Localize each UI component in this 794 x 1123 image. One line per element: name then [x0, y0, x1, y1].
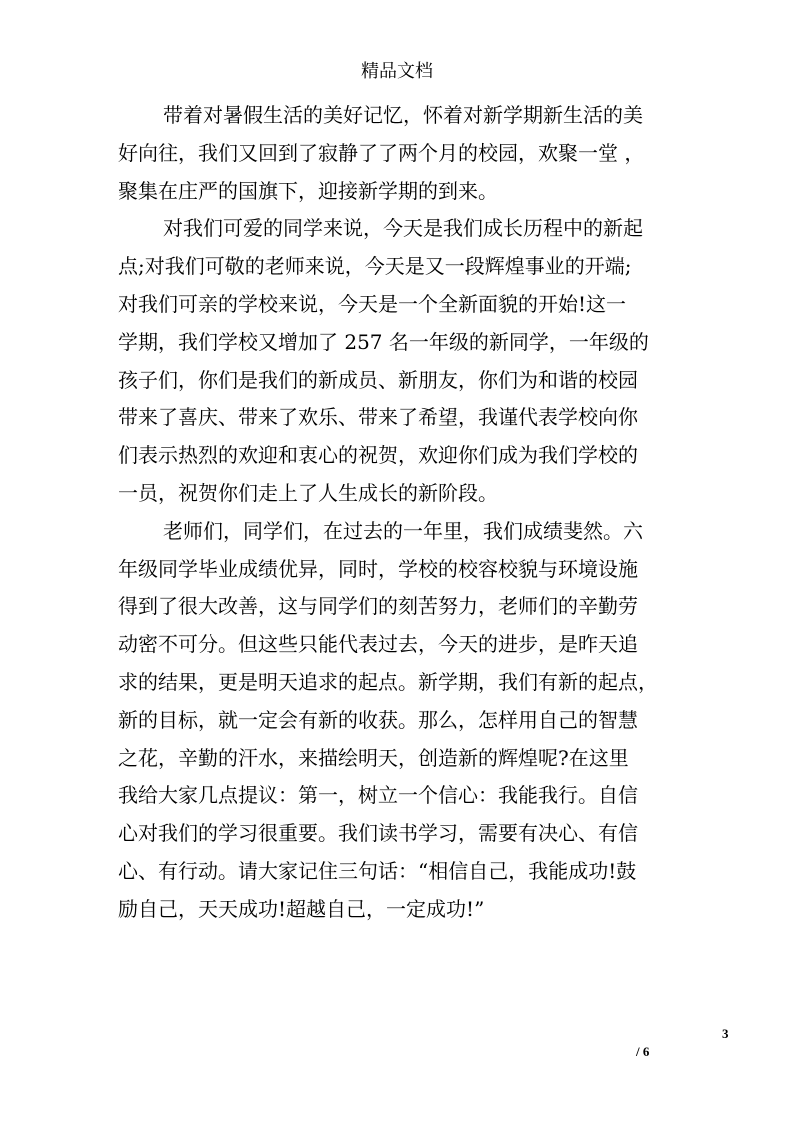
paragraph-3	[118, 513, 688, 929]
document-header-title: 精品文档	[361, 61, 433, 82]
paragraph-line: 新的目标，就一定会有新的收获。那么，怎样用自己的智慧	[118, 707, 638, 732]
paragraph-line: 励自己，天天成功!超越自己，一定成功!”	[118, 896, 485, 921]
page-number: 3	[722, 1026, 729, 1041]
paragraph-2	[118, 210, 688, 512]
paragraph-line: 年级同学毕业成绩优异，同时，学校的校容校貌与环境设施	[118, 556, 638, 581]
paragraph-line: 带着对暑假生活的美好记忆，怀着对新学期新生活的美	[163, 103, 643, 127]
paragraph-line: 得到了很大改善，这与同学们的刻苦努力，老师们的辛勤劳	[118, 594, 638, 619]
paragraph-line: 我给大家几点提议：第一，树立一个信心：我能我行。自信	[118, 783, 638, 808]
paragraph-line: 老师们，同学们，在过去的一年里，我们成绩斐然。六	[163, 518, 643, 543]
paragraph-line: 对我们可亲的学校来说，今天是一个全新面貌的开始!这一	[118, 291, 627, 316]
paragraph-line: 带来了喜庆、带来了欢乐、带来了希望，我谨代表学校向你	[118, 405, 638, 430]
paragraph-line: 孩子们，你们是我们的新成员、新朋友，你们为和谐的校园	[118, 367, 638, 392]
paragraph-line: 聚集在庄严的国旗下，迎接新学期的到来。	[118, 178, 498, 203]
paragraph-line: 心对我们的学习很重要。我们读书学习，需要有决心、有信	[118, 821, 638, 846]
paragraph-line: 心、有行动。请大家记住三句话：“相信自己，我能成功!鼓	[118, 858, 637, 883]
paragraph-line: 动密不可分。但这些只能代表过去，今天的进步，是昨天追	[118, 632, 638, 657]
paragraph-line: 好向往，我们又回到了寂静了了两个月的校园，欢聚一堂 ，	[118, 140, 645, 165]
paragraph-line: 一员，祝贺你们走上了人生成长的新阶段。	[118, 480, 498, 505]
page-total: / 6	[636, 1044, 650, 1059]
paragraph-line: 们表示热烈的欢迎和衷心的祝贺，欢迎你们成为我们学校的	[118, 443, 638, 468]
paragraph-line: 学期，我们学校又增加了 257 名一年级的新同学，一年级的	[118, 329, 649, 354]
paragraph-line: 点;对我们可敬的老师来说，今天是又一段辉煌事业的开端;	[118, 254, 632, 279]
paragraph-line: 求的结果，更是明天追求的起点。新学期，我们有新的起点，	[118, 669, 658, 694]
document-body	[118, 97, 688, 929]
paragraph-line: 之花，辛勤的汗水，来描绘明天，创造新的辉煌呢?在这里	[118, 745, 629, 770]
paragraph-1	[118, 97, 688, 210]
paragraph-line: 对我们可爱的同学来说，今天是我们成长历程中的新起	[163, 216, 643, 241]
